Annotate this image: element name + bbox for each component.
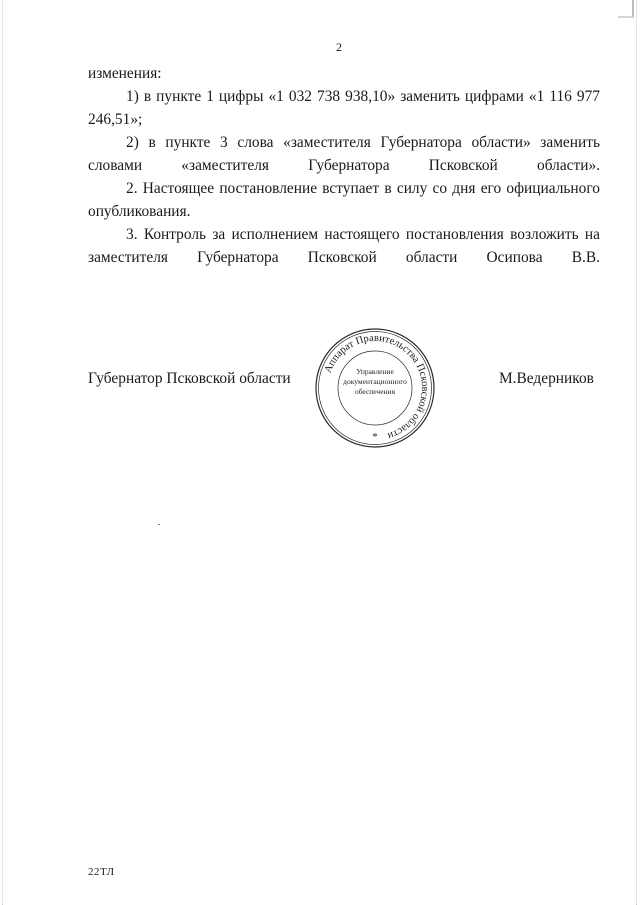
scan-corner-mark [618,0,634,18]
footer-code: 22ТЛ [88,866,115,878]
signatory-position: Губернатор Псковской области [88,370,291,387]
paragraph-point-2: 2. Настоящее постановление вступает в силу со дня его официального опубликования. [88,180,600,220]
paragraph-point-3: 3. Контроль за исполнением настоящего постановления возложить на заместителя Губернатора Псковской области Осипова В.В. [88,226,600,266]
signatory-name: М.Ведерников [499,370,594,387]
paragraph-item-1: 1) в пункте 1 цифры «1 032 738 938,10» заменить цифрами «1 116 977 246,51»; [88,88,600,128]
scan-speck [158,524,160,525]
official-stamp [313,326,437,450]
stamp-ring-text: Аппарат Правительства Псковской области [322,332,431,442]
paragraph-intro: изменения: [88,65,162,82]
paragraph-item-2: 2) в пункте 3 слова «заместителя Губернатора области» заменить словами «заместителя Губернатора Псковской области». [88,134,600,174]
page-number: 2 [336,40,342,54]
stamp-center-line-3: обеспечения [354,387,396,396]
document-body [88,62,600,269]
scan-edge-right [636,0,638,905]
stamp-star-icon: * [372,431,378,443]
scan-edge-left [2,0,4,905]
stamp-center-line-2: документационного [343,377,407,386]
stamp-center-line-1: Управление [356,367,394,376]
